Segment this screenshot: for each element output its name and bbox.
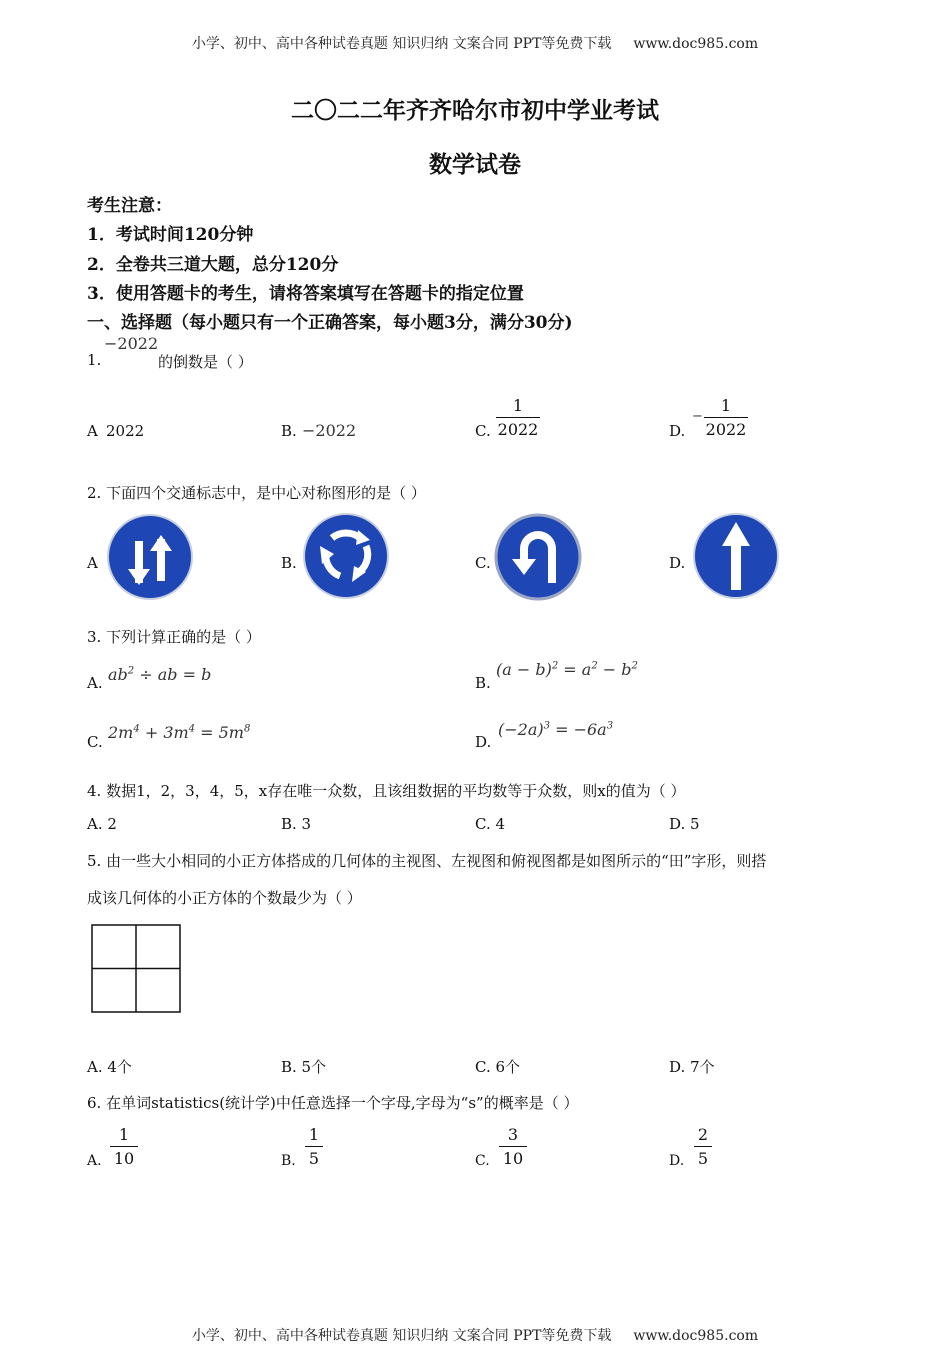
notice-heading: 考生注意： bbox=[87, 196, 172, 216]
q3-option-c-expression: $2m^4 + 3m^4 = 5m^8$ bbox=[108, 723, 251, 742]
footer-url[interactable]: www.doc985.com bbox=[633, 1328, 759, 1344]
q1-stem: 的倒数是（ ） bbox=[158, 353, 253, 371]
q5-option-d[interactable]: D. 7个 bbox=[669, 1058, 715, 1076]
q6-option-d-label[interactable]: D. bbox=[669, 1153, 685, 1169]
q4-option-c[interactable]: C. 4 bbox=[475, 815, 506, 833]
q1-option-a-value: 2022 bbox=[106, 422, 145, 440]
q6-b-numerator: 1 bbox=[308, 1125, 320, 1144]
q1-number: 1. bbox=[87, 351, 102, 369]
q3-option-c-label[interactable]: C. bbox=[87, 733, 103, 751]
q5-option-b[interactable]: B. 5个 bbox=[281, 1058, 327, 1076]
q6-a-numerator: 1 bbox=[118, 1125, 130, 1144]
tian-grid-figure bbox=[91, 924, 183, 1014]
q5-stem-line2: 成该几何体的小正方体的个数最少为（ ） bbox=[87, 889, 362, 907]
q1-d-numerator: 1 bbox=[720, 396, 732, 415]
q6-b-denominator: 5 bbox=[308, 1149, 320, 1168]
page-footer bbox=[0, 1325, 950, 1345]
roundabout-sign-icon bbox=[302, 512, 390, 600]
u-turn-sign-icon bbox=[494, 513, 582, 601]
q5-stem-line1: 5. 由一些大小相同的小正方体搭成的几何体的主视图、左视图和俯视图都是如图所示的“田”字形，则搭 bbox=[87, 852, 767, 870]
q4-option-a[interactable]: A. 2 bbox=[87, 815, 117, 833]
q2-option-c-label[interactable]: C. bbox=[475, 554, 491, 572]
q1-option-c-label[interactable]: C. bbox=[475, 422, 491, 440]
q1-option-c-fraction bbox=[496, 396, 540, 439]
q2-option-b-label[interactable]: B. bbox=[281, 554, 297, 572]
q1-option-a-label[interactable]: A bbox=[87, 422, 98, 440]
q3-option-a-label[interactable]: A. bbox=[87, 674, 103, 692]
q4-option-b[interactable]: B. 3 bbox=[281, 815, 312, 833]
q5-option-c[interactable]: C. 6个 bbox=[475, 1058, 521, 1076]
q2-option-d-label[interactable]: D. bbox=[669, 554, 686, 572]
header-text: 小学、初中、高中各种试卷真题 知识归纳 文案合同 PPT等免费下载 bbox=[191, 36, 612, 52]
header-url[interactable]: www.doc985.com bbox=[633, 36, 759, 52]
q1-d-denominator: 2022 bbox=[705, 420, 747, 439]
q2-option-a-label[interactable]: A bbox=[87, 554, 98, 572]
q6-c-denominator: 10 bbox=[502, 1149, 524, 1168]
page-header bbox=[0, 33, 950, 53]
q6-a-denominator: 10 bbox=[113, 1149, 135, 1168]
q3-option-a-expression: $ab^2$ ÷ ab = b bbox=[108, 665, 212, 684]
q1-c-numerator: 1 bbox=[512, 396, 524, 415]
q6-option-a-fraction bbox=[110, 1125, 138, 1168]
q5-option-a[interactable]: A. 4个 bbox=[87, 1058, 132, 1076]
two-way-traffic-sign-icon bbox=[106, 513, 194, 601]
section-heading: 一、选择题（每小题只有一个正确答案，每小题3分，满分30分) bbox=[87, 313, 573, 333]
q3-option-b-label[interactable]: B. bbox=[475, 674, 491, 692]
notice-item-1: 1．考试时间120分钟 bbox=[87, 225, 254, 245]
notice-item-2: 2．全卷共三道大题，总分120分 bbox=[87, 255, 339, 275]
q3-option-d-label[interactable]: D. bbox=[475, 733, 492, 751]
q6-option-c-label[interactable]: C. bbox=[475, 1153, 490, 1169]
q3-option-d-expression: $(-2a)^3 = -6a^3$ bbox=[498, 720, 614, 739]
q2-stem: 2. 下面四个交通标志中，是中心对称图形的是（ ） bbox=[87, 484, 426, 502]
q4-option-d[interactable]: D. 5 bbox=[669, 815, 700, 833]
q3-option-b-expression: $(a - b)^2 = a^2 - b^2$ bbox=[496, 660, 638, 679]
q6-option-b-fraction bbox=[305, 1125, 323, 1168]
q6-d-numerator: 2 bbox=[697, 1125, 709, 1144]
q4-stem: 4. 数据1，2，3，4，5，x存在唯一众数，且该组数据的平均数等于众数，则x的值为（ ） bbox=[87, 782, 686, 800]
q1-expression: −2022 bbox=[104, 334, 159, 353]
q6-c-numerator: 3 bbox=[507, 1125, 519, 1144]
q6-stem: 6. 在单词statistics(统计学)中任意选择一个字母,字母为“s”的概率是（ ） bbox=[87, 1094, 579, 1112]
q6-d-denominator: 5 bbox=[697, 1149, 709, 1168]
q6-option-a-label[interactable]: A. bbox=[87, 1153, 102, 1169]
q1-option-d-sign: − bbox=[692, 409, 703, 424]
q6-option-c-fraction bbox=[499, 1125, 527, 1168]
exam-title: 二〇二二年齐齐哈尔市初中学业考试 bbox=[291, 97, 659, 124]
exam-subtitle: 数学试卷 bbox=[429, 151, 521, 178]
notice-item-3: 3．使用答题卡的考生，请将答案填写在答题卡的指定位置 bbox=[87, 284, 524, 304]
q1-option-b-value: −2022 bbox=[302, 421, 357, 440]
q3-stem: 3. 下列计算正确的是（ ） bbox=[87, 628, 261, 646]
q6-option-b-label[interactable]: B. bbox=[281, 1153, 296, 1169]
footer-text: 小学、初中、高中各种试卷真题 知识归纳 文案合同 PPT等免费下载 bbox=[191, 1328, 612, 1344]
q1-option-d-fraction bbox=[704, 396, 748, 439]
straight-ahead-sign-icon bbox=[692, 512, 780, 600]
q6-option-d-fraction bbox=[694, 1125, 712, 1168]
q1-c-denominator: 2022 bbox=[497, 420, 539, 439]
q1-option-d-label[interactable]: D. bbox=[669, 422, 686, 440]
q1-option-b-label[interactable]: B. bbox=[281, 422, 297, 440]
